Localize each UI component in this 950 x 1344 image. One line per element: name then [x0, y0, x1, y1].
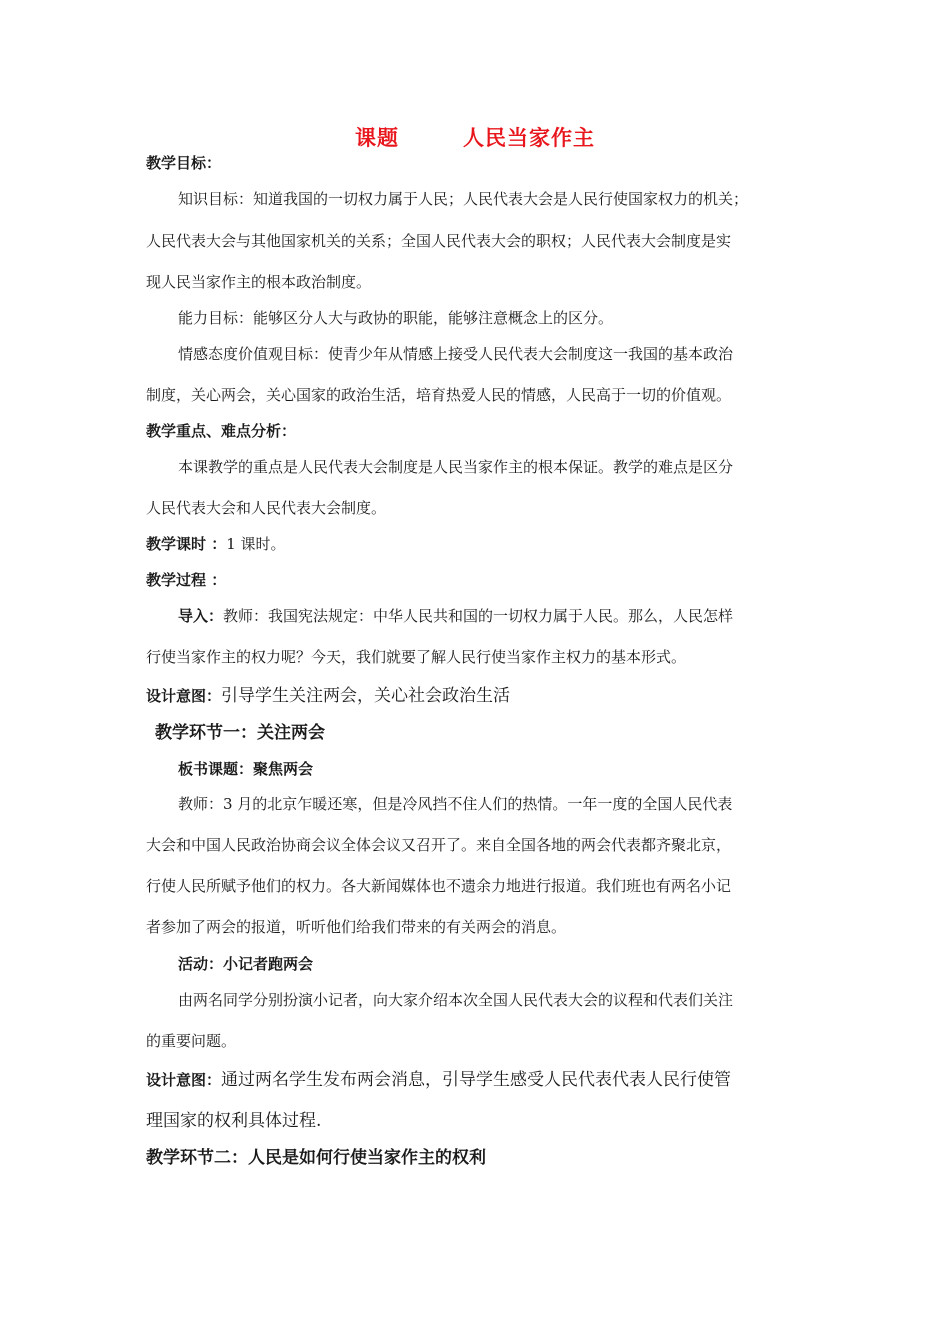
section1-heading: 教学环节一：关注两会 [155, 723, 325, 743]
knowledge-line-3: 现人民当家作主的根本政治制度。 [146, 273, 372, 291]
design1-label: 设计意图： [146, 687, 222, 705]
design-intent-2 [146, 1065, 731, 1090]
hours-row [146, 533, 286, 554]
title-prefix: 课题 [355, 126, 399, 150]
board-title: 板书课题：聚焦两会 [178, 760, 314, 778]
design2-line-2: 理国家的权利具体过程. [146, 1111, 322, 1131]
ability-objective: 能力目标：能够区分人大与政协的职能，能够注意概念上的区分。 [178, 309, 614, 327]
focus-line-1: 本课教学的重点是人民代表大会制度是人民当家作主的根本保证。教学的难点是区分 [178, 458, 734, 476]
hours-value: 1 课时。 [226, 535, 286, 553]
teacher-line-2: 大会和中国人民政治协商会议全体会议又召开了。来自全国各地的两会代表都齐聚北京， [146, 836, 732, 854]
emotion-line-1: 情感态度价值观目标：使青少年从情感上接受人民代表大会制度这一我国的基本政治 [178, 345, 734, 363]
intro-line-1 [178, 605, 808, 626]
title-main: 人民当家作主 [463, 126, 595, 150]
section2-heading: 教学环节二：人民是如何行使当家作主的权利 [146, 1148, 486, 1168]
intro-text-1: 教师：我国宪法规定：中华人民共和国的一切权力属于人民。那么，人民怎样 [223, 607, 734, 625]
intro-label: 导入： [178, 607, 224, 625]
focus-heading: 教学重点、难点分析： [146, 422, 297, 440]
focus-line-2: 人民代表大会和人民代表大会制度。 [146, 499, 387, 517]
teacher-line-3: 行使人民所赋予他们的权力。各大新闻媒体也不遗余力地进行报道。我们班也有两名小记 [146, 877, 732, 895]
design-intent-1 [146, 681, 510, 706]
lesson-title [0, 122, 950, 152]
activity-line-1: 由两名同学分别扮演小记者，向大家介绍本次全国人民代表大会的议程和代表们关注 [178, 991, 734, 1009]
intro-line-2: 行使当家作主的权力呢？今天，我们就要了解人民行使当家作主权力的基本形式。 [146, 648, 687, 666]
hours-label: 教学课时 ： [146, 535, 227, 553]
process-heading: 教学过程 ： [146, 571, 227, 589]
objectives-heading: 教学目标： [146, 154, 222, 172]
design2-label: 设计意图： [146, 1071, 222, 1089]
activity-line-2: 的重要问题。 [146, 1032, 237, 1050]
design1-text: 引导学生关注两会，关心社会政治生活 [221, 686, 511, 706]
emotion-line-2: 制度，关心两会，关心国家的政治生活，培育热爱人民的情感，人民高于一切的价值观。 [146, 386, 732, 404]
knowledge-line-1: 知识目标：知道我国的一切权力属于人民；人民代表大会是人民行使国家权力的机关； [178, 190, 749, 208]
knowledge-line-2: 人民代表大会与其他国家机关的关系；全国人民代表大会的职权；人民代表大会制度是实 [146, 232, 732, 250]
teacher-line-4: 者参加了两会的报道，听听他们给我们带来的有关两会的消息。 [146, 918, 567, 936]
activity-heading: 活动：小记者跑两会 [178, 955, 314, 973]
design2-text-1: 通过两名学生发布两会消息，引导学生感受人民代表代表人民行使管 [221, 1070, 732, 1090]
teacher-line-1: 教师：3 月的北京乍暖还寒，但是冷风挡不住人们的热情。一年一度的全国人民代表 [178, 795, 733, 813]
